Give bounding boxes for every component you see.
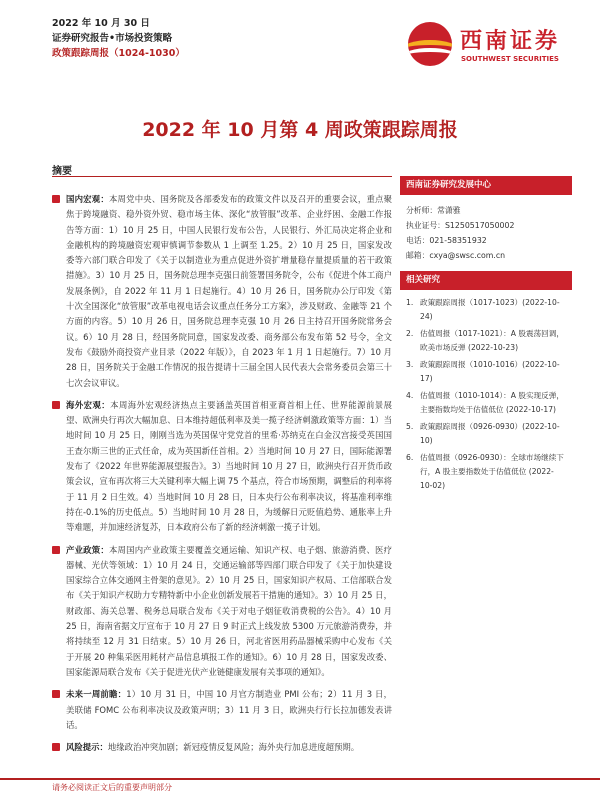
footer-disclaimer: 请务必阅读正文后的重要声明部分 xyxy=(52,783,172,792)
section-lead: 产业政策： xyxy=(66,544,109,555)
logo-name-en: SOUTHWEST SECURITIES xyxy=(461,55,559,63)
summary-label: 摘要 xyxy=(52,166,72,177)
section-text: 本周党中央、国务院及各部委发布的政策文件以及召开的重要会议，重点聚焦于跨境融资、稳外资外贸、稳市场主体、深化“放管服”改革、企业纾困、金融工作报告等方面：1）10 月 25 日，中国人民银行发布公告，人民银行、外汇局决定将企业和金融机构的跨境融资宏观审慎调节参数从 1 上调至 1.25。2）10 月 25 日，国家发改委等六部门联合印发了《关于以制造业为重点促进外资扩增量稳存量提质量的若干政策措施》。3）10 月 25 日，国务院总理李克强日前签署国务院令，公布《促进个体工商户发展条例》，自 2022 年 11 月 1 日起施行。4）10 月 26 日，国务院办公厅印发《第十次全国深化“放管服”改革电视电话会议重点任务分工方案》，涉及财政、金融等 21 个方面的内容。5）10 月 26 日，国务院总理李克强 10 月 26 日主持召开国务院常务会议。6）10 月 28 日，经国务院同意，国家发改委、商务部公布发布第 52 号令，全文发布《鼓励外商投资产业目录（2022 年版）》，自 2023 年 1 月 1 日起施行。7）10 月 28 日，国务院关于金融工作情况的报告提请十三届全国人民代表大会常务委员会第三十七次会议审议。 xyxy=(66,194,393,388)
analyst-phone: 电话：021-58351932 xyxy=(406,236,487,245)
section-text: 1）10 月 31 日，中国 10 月官方制造业 PMI 公布；2）11 月 3 日，美联储 FOMC 公布利率决议及政策声明；3）11 月 3 日，欧洲央行行长拉加德发表讲话。 xyxy=(66,689,392,730)
page-title: 2022 年 10 月第 4 周政策跟踪周报 xyxy=(142,119,458,141)
report-header xyxy=(52,16,185,61)
bullet-icon xyxy=(52,401,60,409)
summary-divider xyxy=(52,176,392,177)
section-overseas-macro xyxy=(52,398,392,536)
section-text: 本周国内产业政策主要覆盖交通运输、知识产权、电子烟、旅游消费、医疗器械、光伏等领域：1）10 月 24 日，交通运输部等四部门联合印发了《关于加快建设国家综合立体交通网主骨架的意见》。2）10 月 25 日，国家知识产权局、工信部联合发布《关于知识产权助力专精特新中小企业创新发展若干措施的通知》。3）10 月 25 日，财政部、海关总署、税务总局联合发布《关于对电子烟征收消费税的公告》。4）10 月 25 日，海南省据文厅宣布于 10 月 27 日 9 时正式上线发放 5300 万元旅游消费券，并将持续至 12 月 31 日结束。5）10 月 26 日，河北省医用药品器械采购中心发布《关于开展 20 种集采医用耗材产品信息填报工作的通知》。6）10 月 28 日，国家发改委、国家能源局联合发布《关于促进光伏产业链健康发展有关事项的通知》。 xyxy=(66,544,393,677)
related-item[interactable]: 6. 估值周报（0926-0930）：全球市场继续下行，A 股主要指数处于估值低位 (2022-10-02) xyxy=(406,453,564,490)
section-lead: 风险提示： xyxy=(66,742,108,753)
section-lead: 未来一周前瞻： xyxy=(66,689,127,700)
bullet-icon xyxy=(52,546,60,554)
section-lead: 海外宏观： xyxy=(66,399,111,410)
analyst-license: 执业证号：S1250517050002 xyxy=(406,221,515,230)
logo-name-cn: 西南证券 xyxy=(460,28,561,54)
related-header: 相关研究 xyxy=(400,271,572,290)
company-logo xyxy=(408,22,568,72)
bullet-icon xyxy=(52,690,60,698)
report-date: 2022 年 10 月 30 日 xyxy=(52,18,150,29)
section-domestic-macro xyxy=(52,192,392,391)
section-lead: 国内宏观： xyxy=(66,194,109,204)
related-item[interactable]: 3. 政策跟踪周报（1010-1016）(2022-10-17) xyxy=(406,360,560,383)
analyst-email[interactable]: 邮箱：cxya@swsc.com.cn xyxy=(406,251,506,260)
report-type: 政策跟踪周报（1024-1030） xyxy=(52,48,185,59)
report-category: 证券研究报告•市场投资策略 xyxy=(52,33,173,44)
institute-header: 西南证券研究发展中心 xyxy=(400,176,572,195)
analyst-info xyxy=(400,195,572,271)
section-text: 本周海外宏观经济热点主要涵盖英国首相亚裔首相上任、世界能源前景展望、欧洲央行再次大幅加息、日本维持超低利率及美一揽子经济刺激政策等方面：1）当地时间 10 月 25 日，刚刚当选为英国保守党党首的里希·苏纳克在白金汉宫接受英国国王查尔斯三世的正式任命，成为英国新任首相。2）当地时间 10 月 27 日，国际能源署发布了《2022 年世界能源展望报告》。3）当地时间 10 月 27 日，欧洲央行召开货币政策会议，宣布再次将三大关键利率大幅上调 75 个基点，符合市场预期，调整后的利率将于 11 月 2 日生效。4）当地时间 10 月 28 日，日本央行公布利率决议，将基准利率维持在-0.1%的历史低点。5）当地时间 10 月 28 日，为缓解日元贬值趋势、通胀率上升等难题，并加速经济复苏，日本政府公布了新的经济刺激一揽子计划。 xyxy=(66,399,393,533)
bullet-icon xyxy=(52,743,60,751)
section-risk xyxy=(52,740,392,755)
section-industry-policy xyxy=(52,543,392,681)
section-week-outlook xyxy=(52,687,392,733)
related-list xyxy=(400,290,572,493)
logo-emblem-icon xyxy=(408,22,452,66)
related-item[interactable]: 1. 政策跟踪周报（1017-1023）(2022-10-24) xyxy=(406,298,560,321)
bullet-icon xyxy=(52,195,60,203)
analyst-name: 分析师：常潇雅 xyxy=(406,206,461,215)
summary-body xyxy=(52,192,392,762)
footer-divider xyxy=(0,778,600,780)
sidebar xyxy=(400,176,572,496)
section-text: 地缘政治冲突加剧；新冠疫情反复风险；海外央行加息进度超预期。 xyxy=(107,742,360,753)
related-item[interactable]: 5. 政策跟踪周报（0926-0930）(2022-10-10) xyxy=(406,422,560,445)
related-item[interactable]: 4. 估值周报（1010-1014）：A 股实现反弹，主要指数均处于估值低位 (2022-10-17) xyxy=(406,391,564,414)
related-item[interactable]: 2. 估值周报（1017-1021）：A 股震荡回调，欧美市场反弹 (2022-10-23) xyxy=(406,329,564,352)
